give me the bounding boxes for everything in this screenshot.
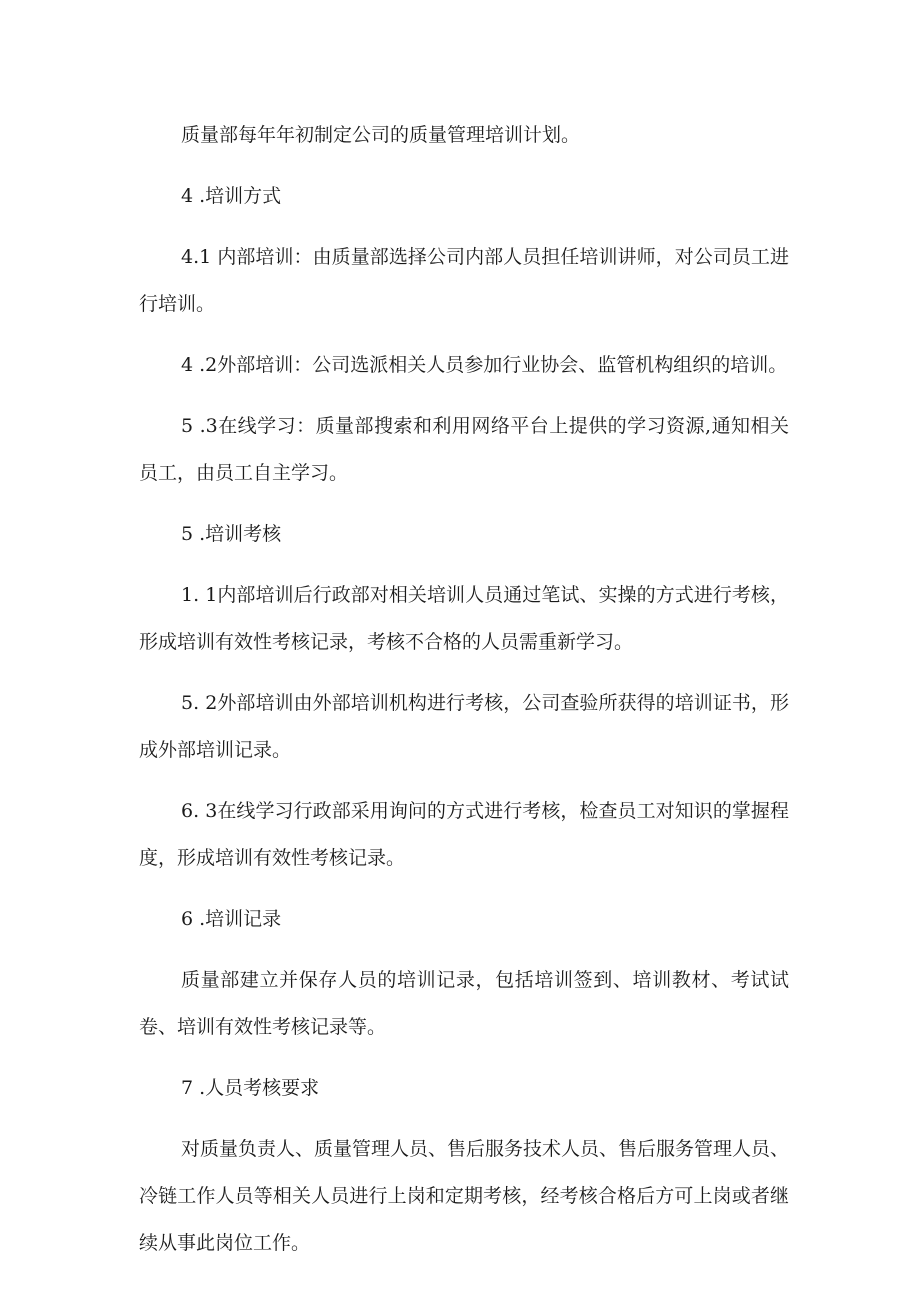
paragraph-external-assessment: 5. 2外部培训由外部培训机构进行考核，公司查验所获得的培训证书，形成外部培训记录。 bbox=[139, 692, 789, 761]
paragraph-external-training: 4 .2外部培训：公司选派相关人员参加行业协会、监管机构组织的培训。 bbox=[181, 354, 788, 376]
section-heading-training-assessment: 5 .培训考核 bbox=[181, 523, 282, 545]
paragraph-training-records: 质量部建立并保存人员的培训记录，包括培训签到、培训教材、考试试卷、培训有效性考核记录等。 bbox=[139, 969, 789, 1038]
paragraph-personnel-assessment: 对质量负责人、质量管理人员、售后服务技术人员、售后服务管理人员、冷链工作人员等相关人员进行上岗和定期考核，经考核合格后方可上岗或者继续从事此岗位工作。 bbox=[139, 1138, 790, 1254]
document-body bbox=[139, 112, 789, 1281]
paragraph-internal-training: 4.1 内部培训：由质量部选择公司内部人员担任培训讲师，对公司员工进行培训。 bbox=[139, 246, 789, 315]
section-heading-training-methods: 4 .培训方式 bbox=[181, 185, 282, 207]
paragraph-online-learning: 5 .3在线学习：质量部搜索和利用网络平台上提供的学习资源,通知相关员工，由员工自主学习。 bbox=[139, 415, 789, 484]
paragraph-training-plan: 质量部每年年初制定公司的质量管理培训计划。 bbox=[181, 124, 581, 146]
paragraph-internal-assessment: 1. 1内部培训后行政部对相关培训人员通过笔试、实操的方式进行考核，形成培训有效性考核记录，考核不合格的人员需重新学习。 bbox=[139, 584, 789, 653]
paragraph-online-assessment: 6. 3在线学习行政部采用询问的方式进行考核，检查员工对知识的掌握程度，形成培训有效性考核记录。 bbox=[139, 800, 789, 869]
section-heading-personnel-assessment: 7 .人员考核要求 bbox=[181, 1077, 320, 1099]
section-heading-training-records: 6 .培训记录 bbox=[181, 908, 282, 930]
